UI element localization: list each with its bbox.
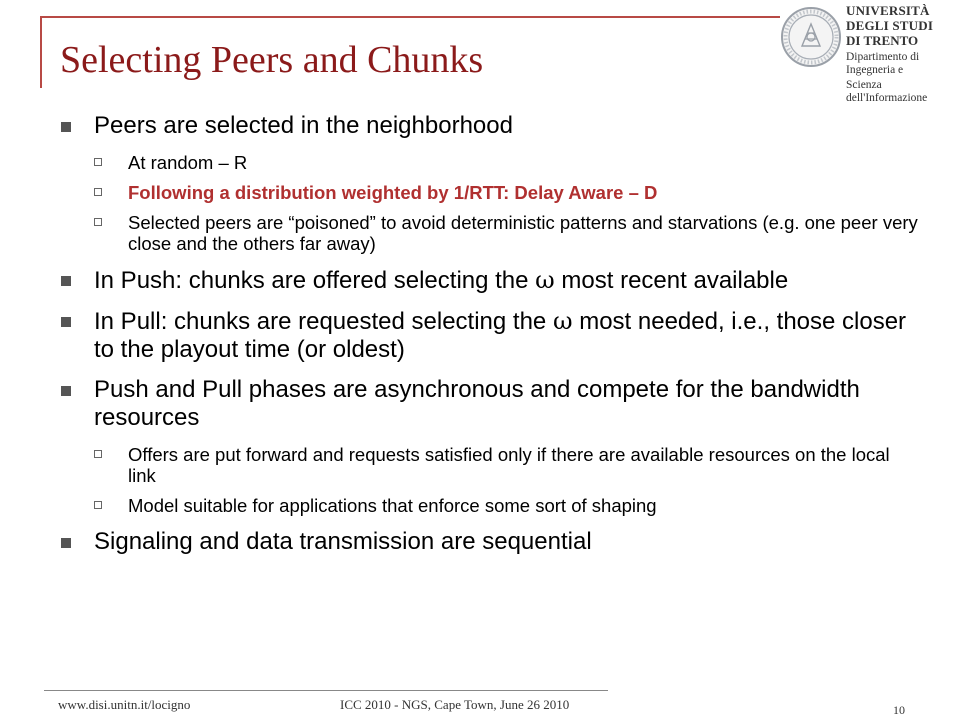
university-seal-icon (780, 6, 842, 68)
sub-bullet-model-shaping: Model suitable for applications that enforce some sort of shaping (91, 495, 920, 516)
footer-url: www.disi.unitn.it/locigno (58, 697, 191, 712)
slide-body (58, 112, 920, 568)
bullet-push-text-start: In Push: chunks are offered selecting the (94, 267, 536, 294)
university-logo-text (846, 4, 960, 106)
bullet-signaling: Signaling and data transmission are sequential (58, 528, 920, 556)
frame-left-line (40, 16, 42, 88)
slide-title: Selecting Peers and Chunks (60, 39, 484, 81)
bullet-pull-text-start: In Pull: chunks are requested selecting the (94, 308, 553, 335)
page-number: 10 (893, 703, 905, 717)
sub-bullet-offers: Offers are put forward and requests satisfied only if there are available resources on the local link (91, 444, 920, 486)
omega-symbol: ω (552, 307, 573, 335)
bullet-push-pull-phases: Push and Pull phases are asynchronous and compete for the bandwidth resources (58, 376, 920, 432)
footer-conference: ICC 2010 - NGS, Cape Town, June 26 2010 (340, 697, 570, 712)
bullet-peer-selection: Peers are selected in the neighborhood (58, 112, 920, 140)
bullet-push-text-end: most recent available (554, 267, 789, 294)
bullet-pull (58, 307, 920, 364)
omega-symbol: ω (535, 266, 555, 294)
logo-university-line1: UNIVERSITÀ DEGLI STUDI (846, 3, 934, 33)
frame-top-line (40, 16, 780, 18)
logo-department-line2: Scienza dell'Informazione (846, 79, 928, 105)
sub-bullet-delay-aware: Following a distribution weighted by 1/RTT: Delay Aware – D (91, 182, 920, 203)
bullet-push (58, 266, 920, 295)
bullet-pull-text-end: most needed, i.e., those closer to the playout time (or oldest) (94, 308, 907, 363)
logo-university-line2: DI TRENTO (846, 32, 919, 48)
sub-bullet-poisoned: Selected peers are “poisoned” to avoid deterministic patterns and starvations (e.g. one peer very close and the others far away) (91, 212, 920, 254)
logo-department-line1: Dipartimento di Ingegneria e (846, 50, 920, 77)
footer-divider (44, 690, 608, 691)
sub-bullet-random: At random – R (91, 152, 920, 173)
